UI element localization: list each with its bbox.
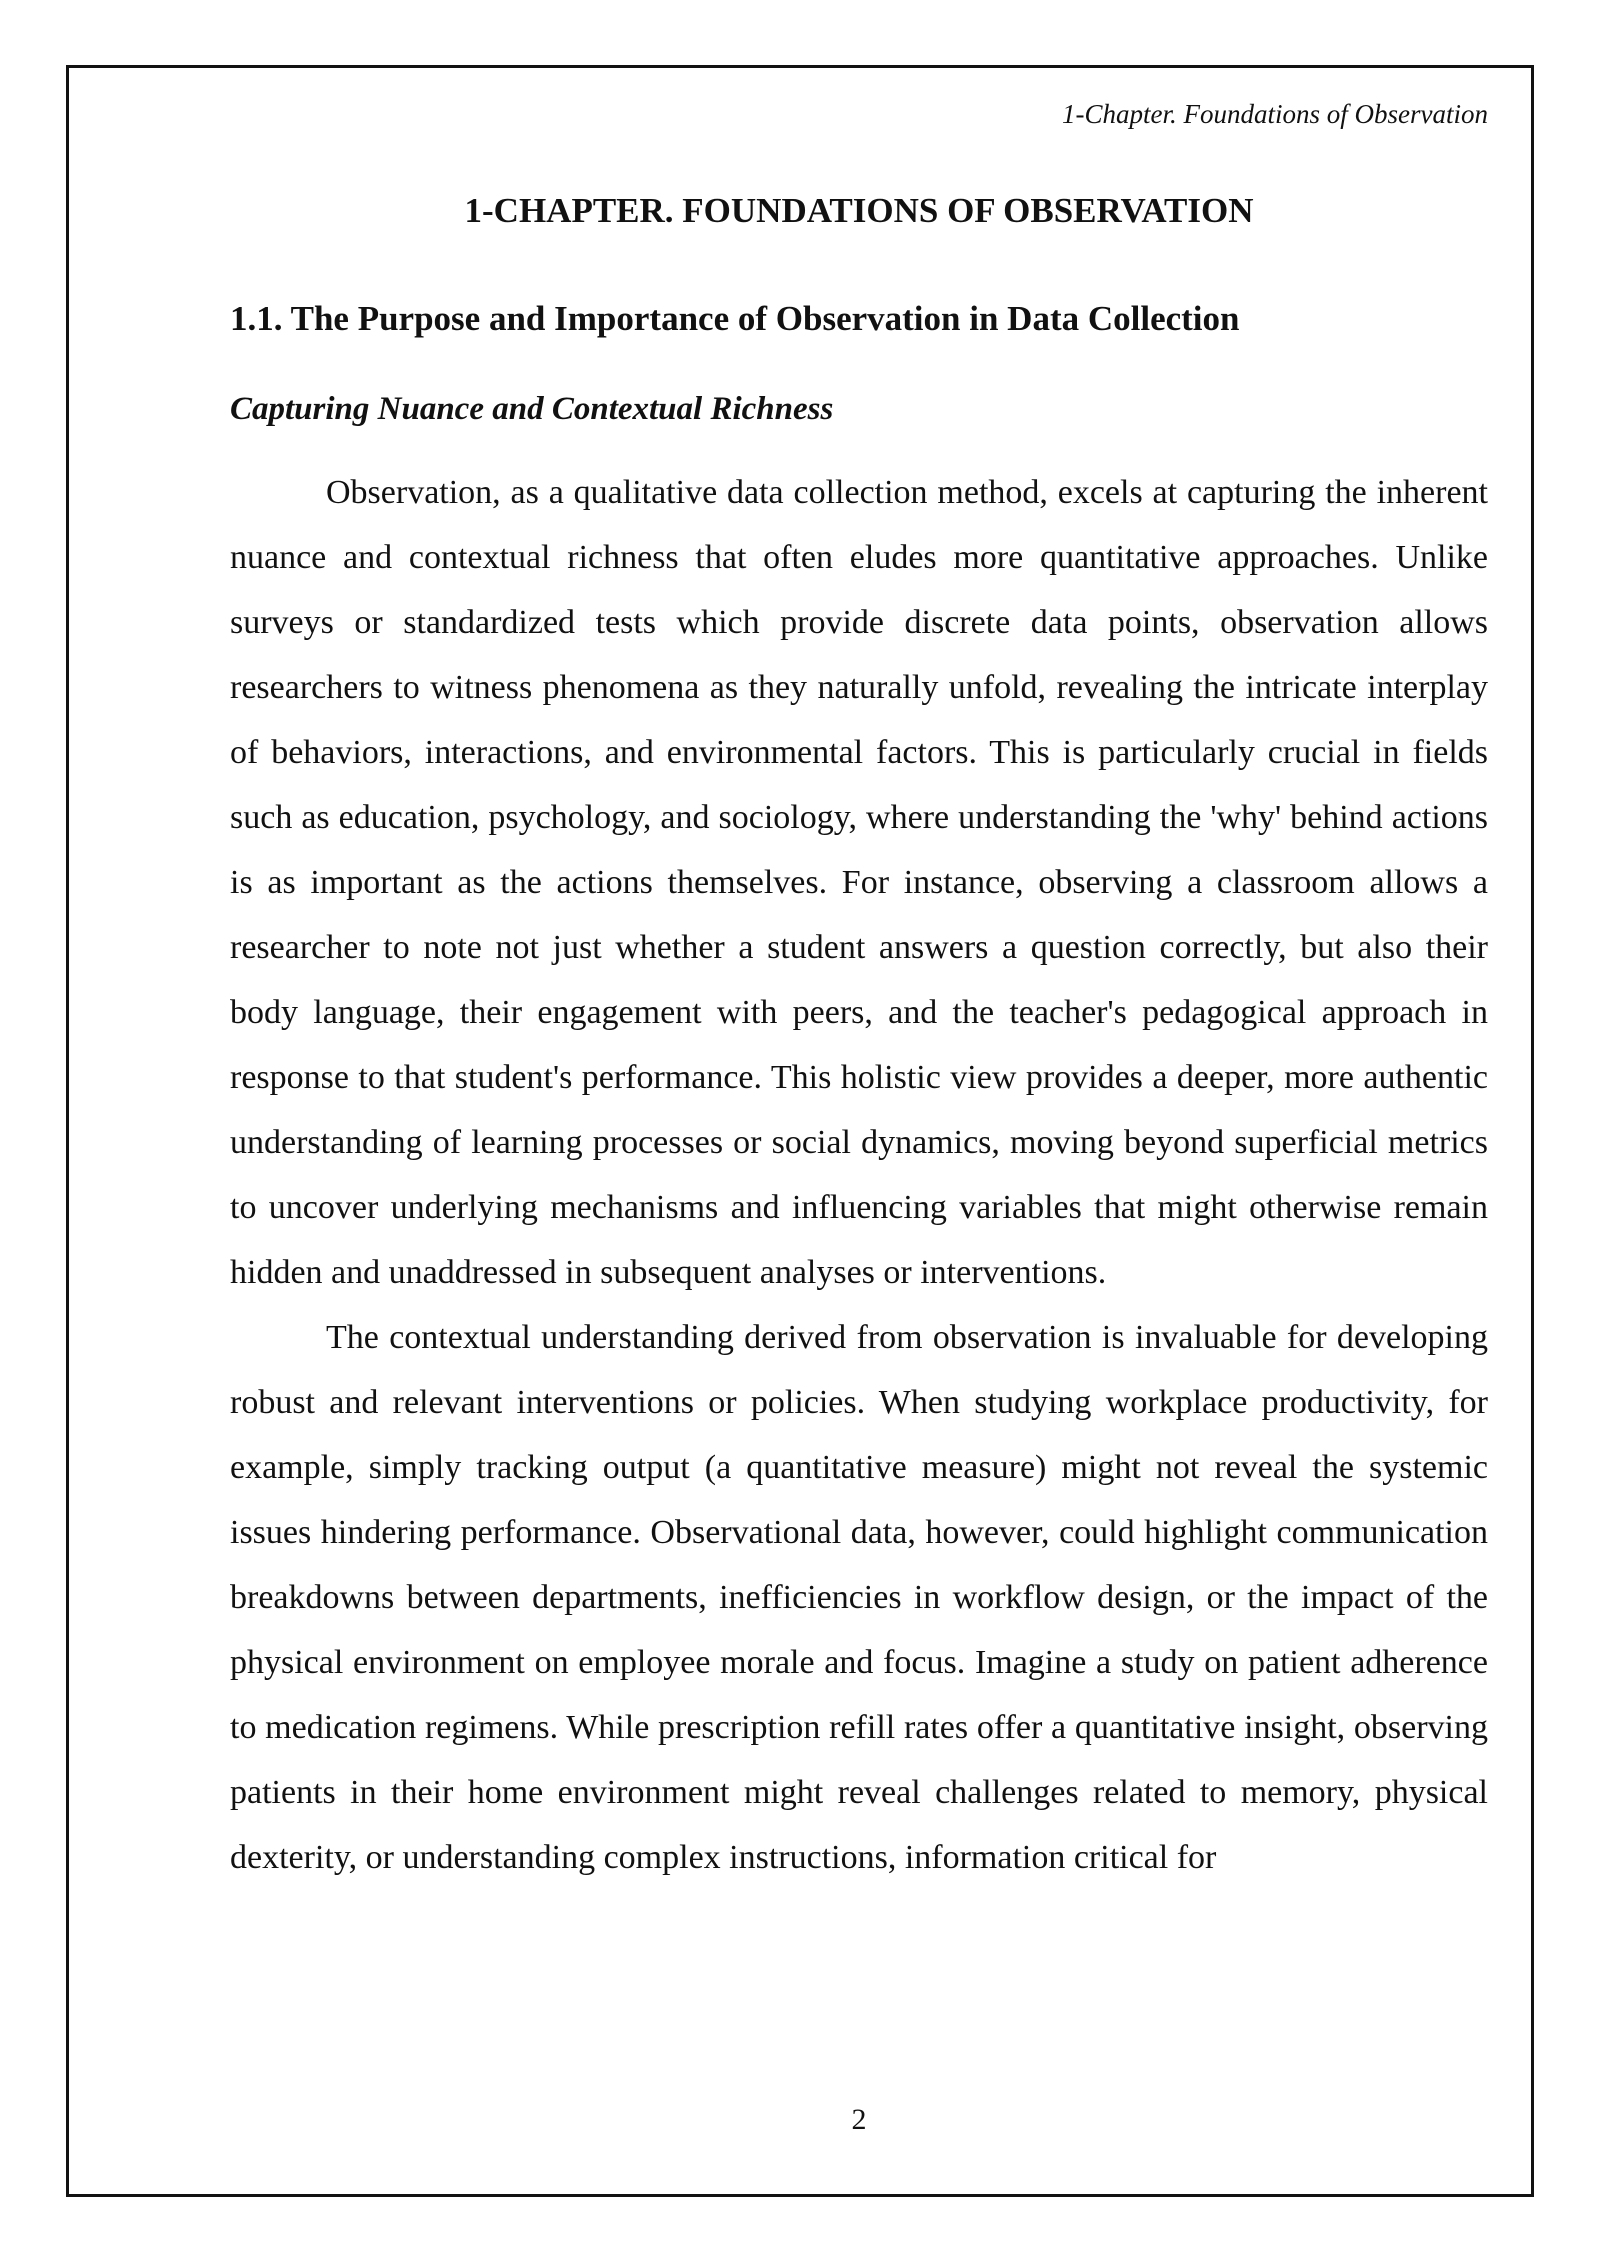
paragraph-1: Observation, as a qualitative data collection method, excels at capturing the inherent nuance and contextual richness that often eludes more quantitative approaches. Unlike surveys or standardized tests which provide discrete data points, observation allows researchers to witness phenomena as they naturally unfold, revealing the intricate interplay of behaviors, interactions, and environmental factors. This is particularly crucial in fields such as education, psychology, and sociology, where understanding the 'why' behind actions is as important as the actions themselves. For instance, observing a classroom allows a researcher to note not just whether a student answers a question correctly, but also their body language, their engagement with peers, and the teacher's pedagogical approach in response to that student's performance. This holistic view provides a deeper, more authentic understanding of learning processes or social dynamics, moving beyond superficial metrics to uncover underlying mechanisms and influencing variables that might otherwise remain hidden and unaddressed in subsequent analyses or interventions. [230,474,1488,1291]
section-title: 1.1. The Purpose and Importance of Observation in Data Collection [230,299,1240,338]
body-text [230,460,1488,1890]
paragraph-2: The contextual understanding derived from observation is invaluable for developing robust and relevant interventions or policies. When studying workplace productivity, for example, simply tracking output (a quantitative measure) might not reveal the systemic issues hindering performance. Observational data, however, could highlight communication breakdowns between departments, inefficiencies in workflow design, or the impact of the physical environment on employee morale and focus. Imagine a study on patient adherence to medication regimens. While prescription refill rates offer a quantitative insight, observing patients in their home environment might reveal challenges related to memory, physical dexterity, or understanding complex instructions, information critical for [230,1319,1488,1876]
running-header: 1-Chapter. Foundations of Observation [1062,99,1488,129]
page-number: 2 [851,2103,867,2136]
subsection-title: Capturing Nuance and Contextual Richness [230,391,834,427]
chapter-title: 1-CHAPTER. FOUNDATIONS OF OBSERVATION [464,191,1254,230]
